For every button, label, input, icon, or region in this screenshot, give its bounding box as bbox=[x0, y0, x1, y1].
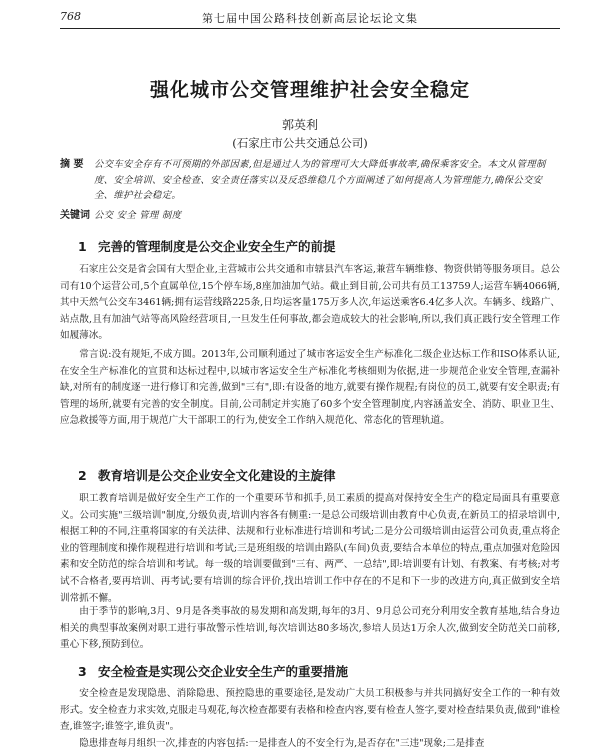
article-title: 强化城市公交管理维护社会安全稳定 bbox=[149, 79, 470, 101]
section-2-paragraph-2: 由于季节的影响,3月、9月是各类事故的易发期和高发期,每年的3月、9月总公司充分利用安全教育基地,结合身边相关的典型事故案例对职工进行事故警示性培训,每次培训达80多场次,参培人员达1万余人次,做到安全防范关口前移,重心下移,预防到位。 bbox=[60, 606, 560, 651]
section-title: 安全检查是实现公交企业安全生产的重要措施 bbox=[98, 664, 349, 679]
section-1-paragraph-2: 常言说:没有规矩,不成方圆。2013年,公司顺利通过了城市客运安全生产标准化二级企业达标工作和ISO体系认证,在安全生产标准化的宣贯和达标过程中,以城市客运安全生产标准化考核细则为依据,进一步规范企业安全管理,查漏补缺,对所有的制度逐一进行修订和完善,做到"三有",即:有设备的地方,就要有操作规程;有岗位的员工,就要有安全职责;有管理的场所,就要有完善的安全制度。目前,公司制定并实施了60多个安全管理制度,内容涵盖安全、消防、职业卫生、应急救援等方面,用于规范广大干部职工的行为,使安全工作纳入规范化、常态化的管理轨道。 bbox=[60, 349, 560, 427]
keywords-value: 公交 安全 管理 制度 bbox=[94, 210, 182, 221]
section-3-paragraph-2: 隐患排查每月组织一次,排查的内容包括:一是排查人的不安全行为,是否存在"三违"现象;二是排查 bbox=[79, 738, 485, 749]
section-number: 1 bbox=[78, 239, 87, 254]
section-2-paragraph-1: 职工教育培训是做好安全生产工作的一个重要环节和抓手,员工素质的提高对保持安全生产的稳定局面具有重要意义。公司实施"三级培训"制度,分级负责,培训内容各有侧重:一是总公司级培训由教育中心负责,在新员工的招录培训中,根据工种的不同,注重将国家的有关法律、法规和行业标准进行培训和考试;二是分公司级培训由运营公司负责,重点将企业的管理制度和操作规程进行培训和考试;三是班组级的培训由路队(车间)负责,要结合本单位的特点,重点加强对危险因素和安全防范的综合培训和考试。每一级的培训要做到"三有、两严、一总结",即:培训要有计划、有教案、有考核;对考试不合格者,要再培训、再考试;要有培训的综合评价,找出培训工作中存在的不足和下一步的改进方向,真正做到安全培训常抓不懈。 bbox=[60, 493, 560, 604]
section-title: 教育培训是公交企业安全文化建设的主旋律 bbox=[98, 468, 336, 483]
author-affiliation: (石家庄市公共交通总公司) bbox=[232, 136, 368, 150]
page-number: 768 bbox=[60, 10, 81, 23]
section-heading-2 bbox=[78, 466, 336, 484]
author-name: 郭英利 bbox=[281, 118, 318, 132]
section-heading-1 bbox=[78, 237, 336, 255]
running-header bbox=[60, 8, 560, 29]
journal-title: 第七届中国公路科技创新高层论坛论文集 bbox=[202, 12, 418, 25]
section-number: 2 bbox=[78, 468, 87, 483]
keywords bbox=[60, 206, 560, 221]
section-3-paragraph-1: 安全检查是发现隐患、消除隐患、预控隐患的重要途径,是发动广大员工积极参与并共同搞好安全工作的一种有效形式。安全检查力求实效,克服走马观花,每次检查都要有表格和检查内容,要有检查人签字,要对检查结果负责,做到"谁检查,谁签字;谁签字,谁负责"。 bbox=[60, 688, 560, 733]
abstract-label: 摘 要 bbox=[60, 159, 84, 170]
section-1-paragraph-1: 石家庄公交是省会国有大型企业,主营城市公共交通和市辖县汽车客运,兼营车辆维修、物资供销等服务项目。总公司有10个运营公司,5个直属单位,15个停车场,8座加油加气站。截止到目前,公司共有员工13759人;运营车辆4066辆,其中天然气公交车3461辆;拥有运营线路225条,日均运客量175万多人次,年运送乘客6.4亿多人次。车辆多、线路广、站点散,且有加油气站等高风险经营项目,一旦发生任何事故,都会造成较大的社会影响,所以,我们真正践行安全管理工作如履薄冰。 bbox=[60, 264, 560, 342]
abstract bbox=[60, 157, 560, 204]
section-title: 完善的管理制度是公交企业安全生产的前提 bbox=[98, 239, 336, 254]
section-heading-3 bbox=[78, 662, 348, 680]
keywords-label: 关键词 bbox=[60, 210, 90, 221]
section-number: 3 bbox=[78, 664, 87, 679]
abstract-text: 公交车安全存有不可预期的外部因素,但是通过人为的管理可大大降低事故率,确保乘客安全。本文从管理制度、安全培训、安全检查、安全责任落实以及反恐维稳几个方面阐述了如何提高人为管理能力,确保公交安全、维护社会稳定。 bbox=[94, 159, 546, 201]
